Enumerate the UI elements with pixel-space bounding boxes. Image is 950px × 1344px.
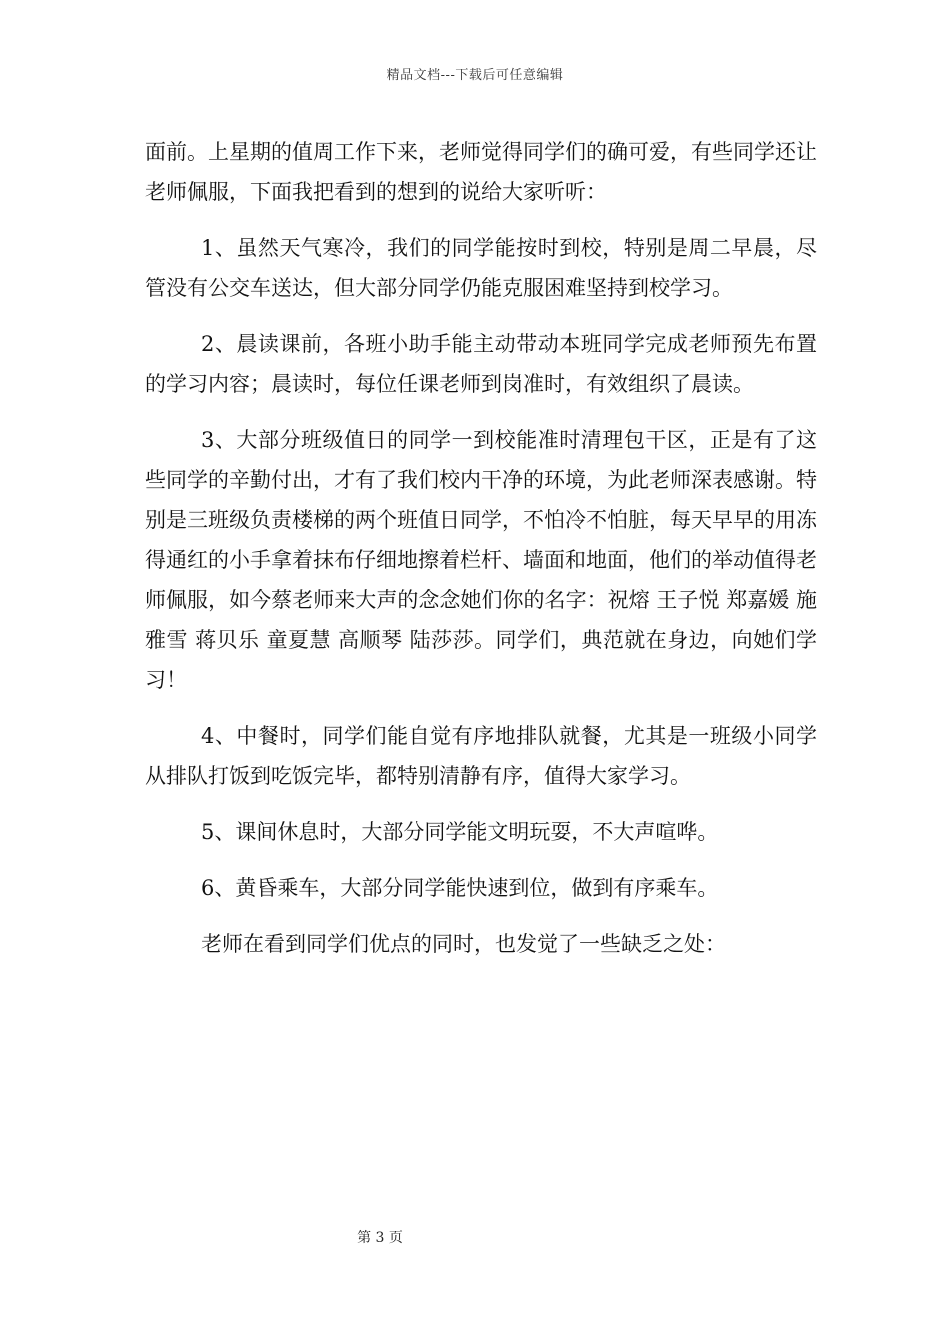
page-number: 第 3 页: [357, 1230, 403, 1246]
paragraph: 6、黄昏乘车，大部分同学能快速到位，做到有序乘车。: [201, 876, 719, 900]
paragraph: 3、大部分班级值日的同学一到校能准时清理包干区，正是有了这些同学的辛勤付出，才有了我们校内干净的环境，为此老师深表感谢。特别是三班级负责楼梯的两个班值日同学，不怕冷不怕脏，每天早早的用冻得通红的小手拿着抹布仔细地擦着栏杆、墙面和地面，他们的举动值得老师佩服，如今蔡老师来大声的念念她们你的名字：祝熔 王子悦 郑嘉媛 施雅雪 蒋贝乐 童夏慧 高顺琴 陆莎莎。同学们，典范就在身边，向她们学习！: [145, 428, 817, 692]
document-body: [145, 132, 817, 980]
paragraph: 老师在看到同学们优点的同时，也发觉了一些缺乏之处：: [201, 932, 726, 956]
paragraph: 1、虽然天气寒冷，我们的同学能按时到校，特别是周二早晨，尽管没有公交车送达，但大部分同学仍能克服困难坚持到校学习。: [145, 236, 817, 300]
page-header: 精品文档---下载后可任意编辑: [386, 68, 564, 83]
paragraph: 2、晨读课前，各班小助手能主动带动本班同学完成老师预先布置的学习内容；晨读时，每位任课老师到岗准时，有效组织了晨读。: [145, 332, 817, 396]
paragraph: 5、课间休息时，大部分同学能文明玩耍，不大声喧哗。: [201, 820, 719, 844]
paragraph: 面前。上星期的值周工作下来，老师觉得同学们的确可爱，有些同学还让老师佩服，下面我把看到的想到的说给大家听听：: [145, 140, 817, 204]
paragraph: 4、中餐时，同学们能自觉有序地排队就餐，尤其是一班级小同学从排队打饭到吃饭完毕，都特别清静有序，值得大家学习。: [145, 724, 817, 788]
